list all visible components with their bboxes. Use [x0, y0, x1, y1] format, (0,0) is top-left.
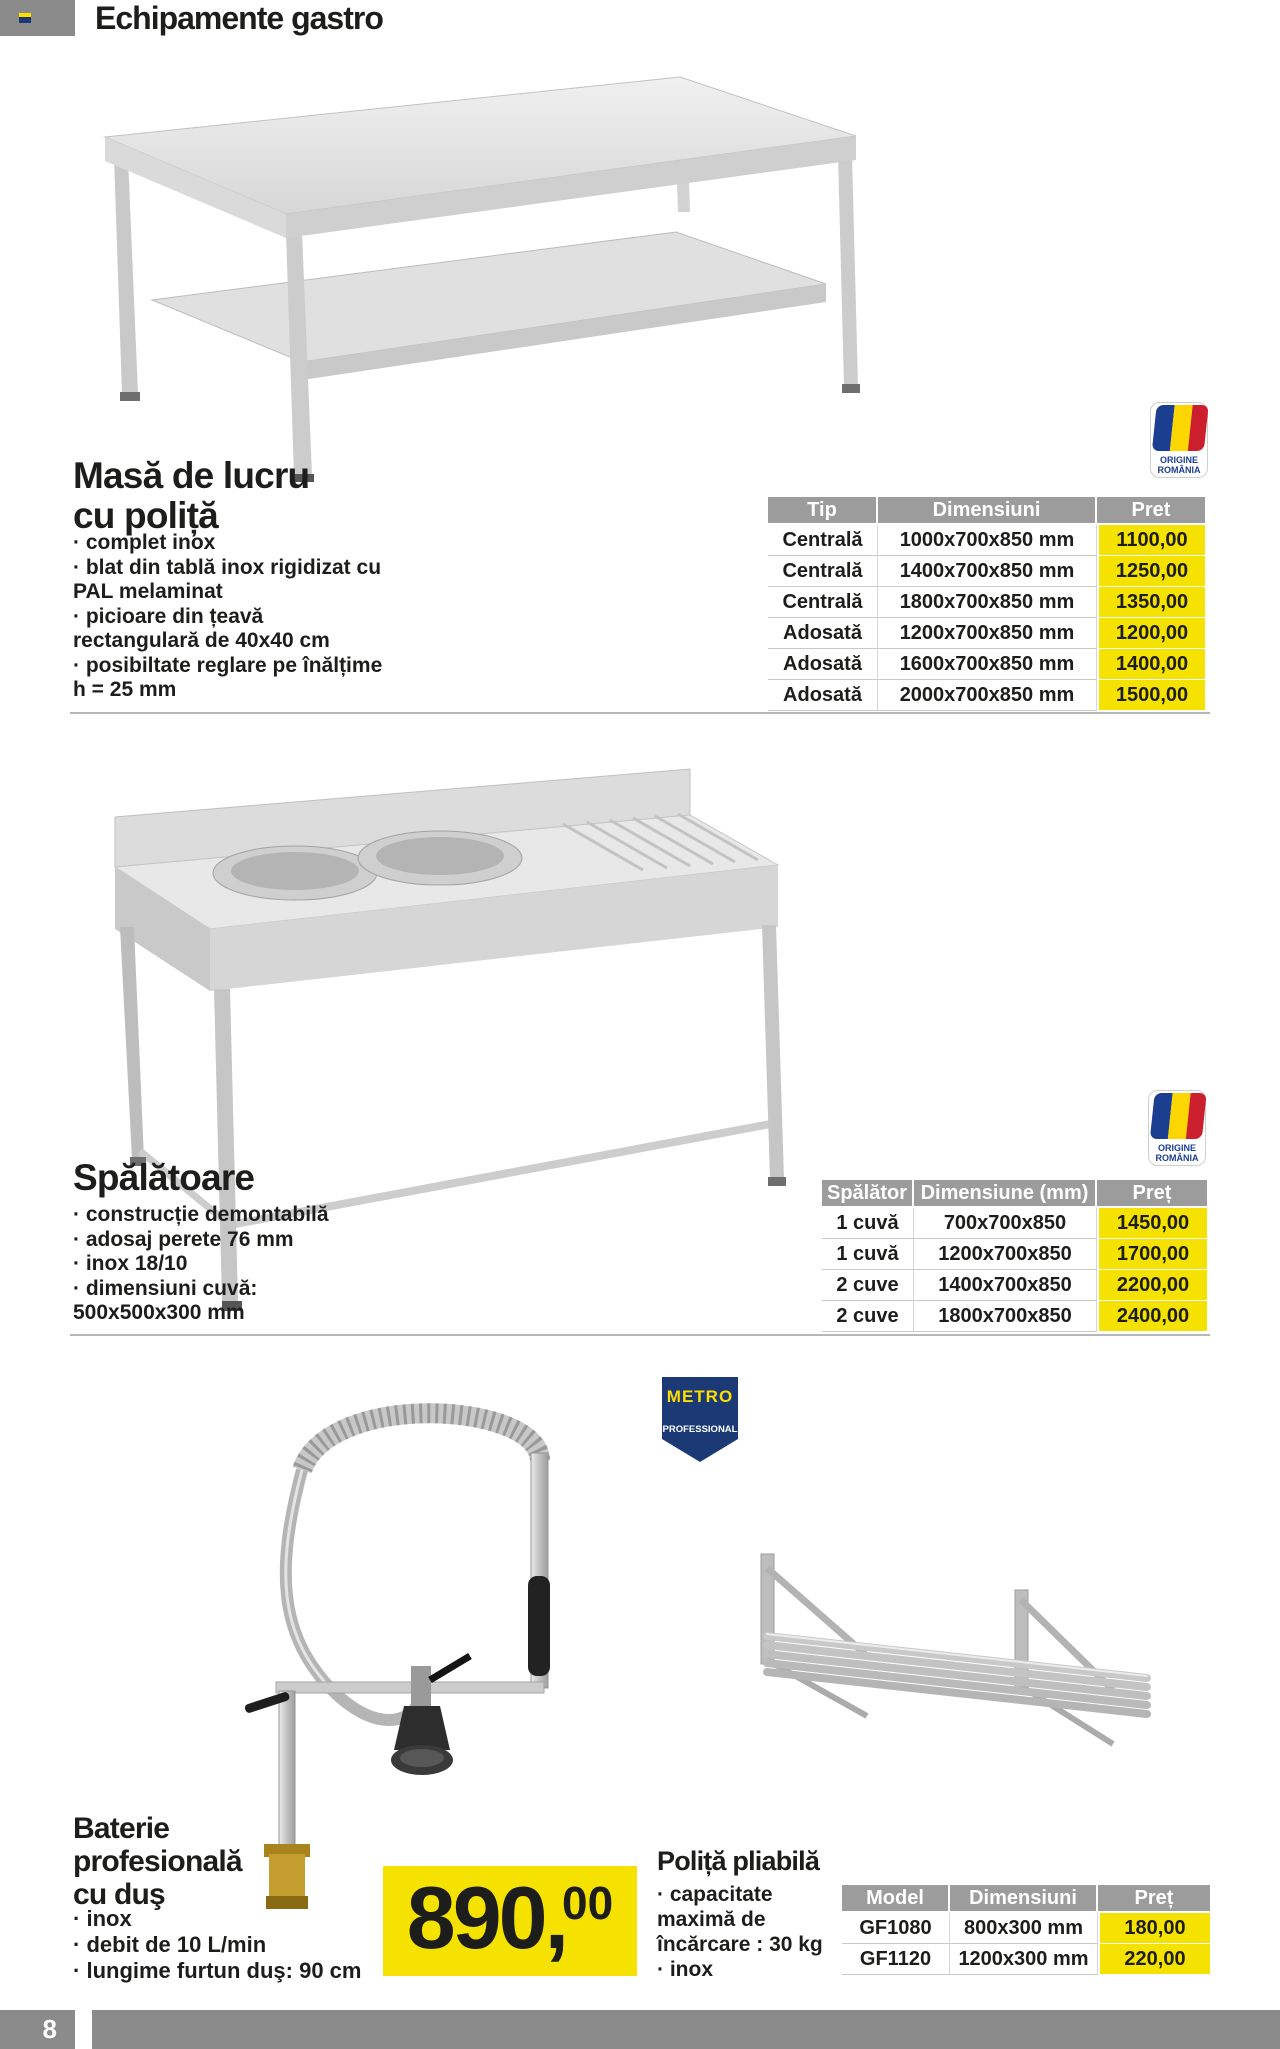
product-bullet: · inox 18/10 [73, 1252, 383, 1277]
table-cell: 800x300 mm [950, 1913, 1098, 1944]
table-price-cell: 2200,00 [1097, 1270, 1207, 1301]
table-cell: 1400x700x850 mm [878, 556, 1097, 587]
product4-title: Poliță pliabilă [657, 1846, 820, 1876]
table-cell: 1 cuvă [822, 1239, 914, 1270]
table-price-cell: 1100,00 [1097, 525, 1205, 556]
header-tab [0, 0, 75, 36]
table-header-cell: Preț [1097, 1180, 1207, 1208]
product-bullet: · posibiltate reglare pe înălțime h = 25 mm [73, 654, 383, 703]
product2-bullets [73, 1203, 383, 1326]
metro-mini-logo-icon [19, 13, 31, 23]
table-price-cell: 1450,00 [1097, 1208, 1207, 1239]
table-price-cell: 1500,00 [1097, 680, 1205, 711]
origine-romania-badge [1148, 1090, 1206, 1166]
origin-badge-line2: ROMÂNIA [1157, 465, 1201, 475]
table-header-cell: Dimensiune (mm) [914, 1180, 1097, 1208]
metro-badge-line2: PROFESSIONAL [662, 1424, 738, 1435]
footer-bar [92, 2010, 1280, 2049]
table-cell: Centrală [768, 556, 878, 587]
table-cell: 1200x700x850 mm [878, 618, 1097, 649]
price-box [383, 1866, 637, 1976]
table-cell: 2 cuve [822, 1301, 914, 1332]
product-bullet: · lungime furtun duş: 90 cm [73, 1958, 403, 1984]
product1-title: Masă de lucru cu poliță [73, 455, 310, 536]
product-bullet: · inox [657, 1957, 829, 1982]
table-price-cell: 1700,00 [1097, 1239, 1207, 1270]
table-cell: 1600x700x850 mm [878, 649, 1097, 680]
origin-badge-line1: ORIGINE [1157, 1143, 1197, 1153]
table-price-cell: 1200,00 [1097, 618, 1205, 649]
product-bullet: · inox [73, 1906, 403, 1932]
table-cell: 700x700x850 [914, 1208, 1097, 1239]
product2-title: Spălătoare [73, 1157, 255, 1198]
table-price-cell: 1250,00 [1097, 556, 1205, 587]
table-cell: 1200x300 mm [950, 1944, 1098, 1975]
table-cell: Adosată [768, 649, 878, 680]
table-cell: Adosată [768, 618, 878, 649]
table-cell: 1000x700x850 mm [878, 525, 1097, 556]
product-image-folding-shelf [715, 1528, 1160, 1800]
origin-badge-line1: ORIGINE [1159, 455, 1199, 465]
metro-professional-badge [662, 1377, 738, 1463]
table-cell: GF1120 [842, 1944, 950, 1975]
product3-title: Baterie profesională cu duş [73, 1812, 242, 1911]
table-price-cell: 180,00 [1098, 1913, 1210, 1944]
product-image-faucet [180, 1398, 610, 1913]
table-header-cell: Pret [1097, 497, 1205, 525]
product-bullet: · adosaj perete 76 mm [73, 1228, 383, 1253]
table-cell: Centrală [768, 525, 878, 556]
table-price-cell: 1400,00 [1097, 649, 1205, 680]
metro-badge-line1: METRO [666, 1387, 734, 1406]
product3-bullets [73, 1906, 403, 1984]
product-bullet: · complet inox [73, 531, 383, 556]
table-cell: 2 cuve [822, 1270, 914, 1301]
table-cell: 2000x700x850 mm [878, 680, 1097, 711]
section-divider [70, 712, 1210, 714]
product-bullet: · capacitate maximă de încărcare : 30 kg [657, 1882, 829, 1957]
table-price-cell: 1350,00 [1097, 587, 1205, 618]
page-number: 8 [42, 2014, 57, 2044]
product-bullet: · debit de 10 L/min [73, 1932, 403, 1958]
table-cell: GF1080 [842, 1913, 950, 1944]
table-header-cell: Spălător [822, 1180, 914, 1208]
price-main: 890, [406, 1868, 567, 1967]
product-image-work-table [90, 62, 870, 482]
table-price-cell: 2400,00 [1097, 1301, 1207, 1332]
table-cell: Adosată [768, 680, 878, 711]
product-bullet: · dimensiuni cuvă: 500x500x300 mm [73, 1277, 383, 1326]
origin-badge-line2: ROMÂNIA [1155, 1153, 1199, 1163]
page-number-tab [0, 2010, 75, 2049]
table-cell: 1200x700x850 [914, 1239, 1097, 1270]
price-decimals: 00 [562, 1877, 614, 1929]
origine-romania-badge [1150, 402, 1208, 478]
table-price-cell: 220,00 [1098, 1944, 1210, 1975]
section-divider [70, 1334, 1210, 1336]
price-table-work-table [768, 497, 1205, 711]
page-title: Echipamente gastro [95, 0, 383, 36]
product4-bullets [657, 1882, 829, 1982]
price-table-folding-shelf [842, 1885, 1210, 1975]
table-cell: Centrală [768, 587, 878, 618]
table-header-cell: Model [842, 1885, 950, 1913]
table-cell: 1 cuvă [822, 1208, 914, 1239]
product-bullet: · picioare din țeavă rectangulară de 40x40 cm [73, 605, 383, 654]
table-cell: 1800x700x850 mm [878, 587, 1097, 618]
product1-bullets [73, 531, 383, 703]
product-bullet: · blat din tablă inox rigidizat cu PAL melaminat [73, 556, 383, 605]
price-table-sink [822, 1180, 1207, 1332]
table-header-cell: Preț [1098, 1885, 1210, 1913]
table-header-cell: Tip [768, 497, 878, 525]
table-header-cell: Dimensiuni [878, 497, 1097, 525]
table-cell: 1400x700x850 [914, 1270, 1097, 1301]
product-bullet: · construcție demontabilă [73, 1203, 383, 1228]
table-header-cell: Dimensiuni [950, 1885, 1098, 1913]
table-cell: 1800x700x850 [914, 1301, 1097, 1332]
